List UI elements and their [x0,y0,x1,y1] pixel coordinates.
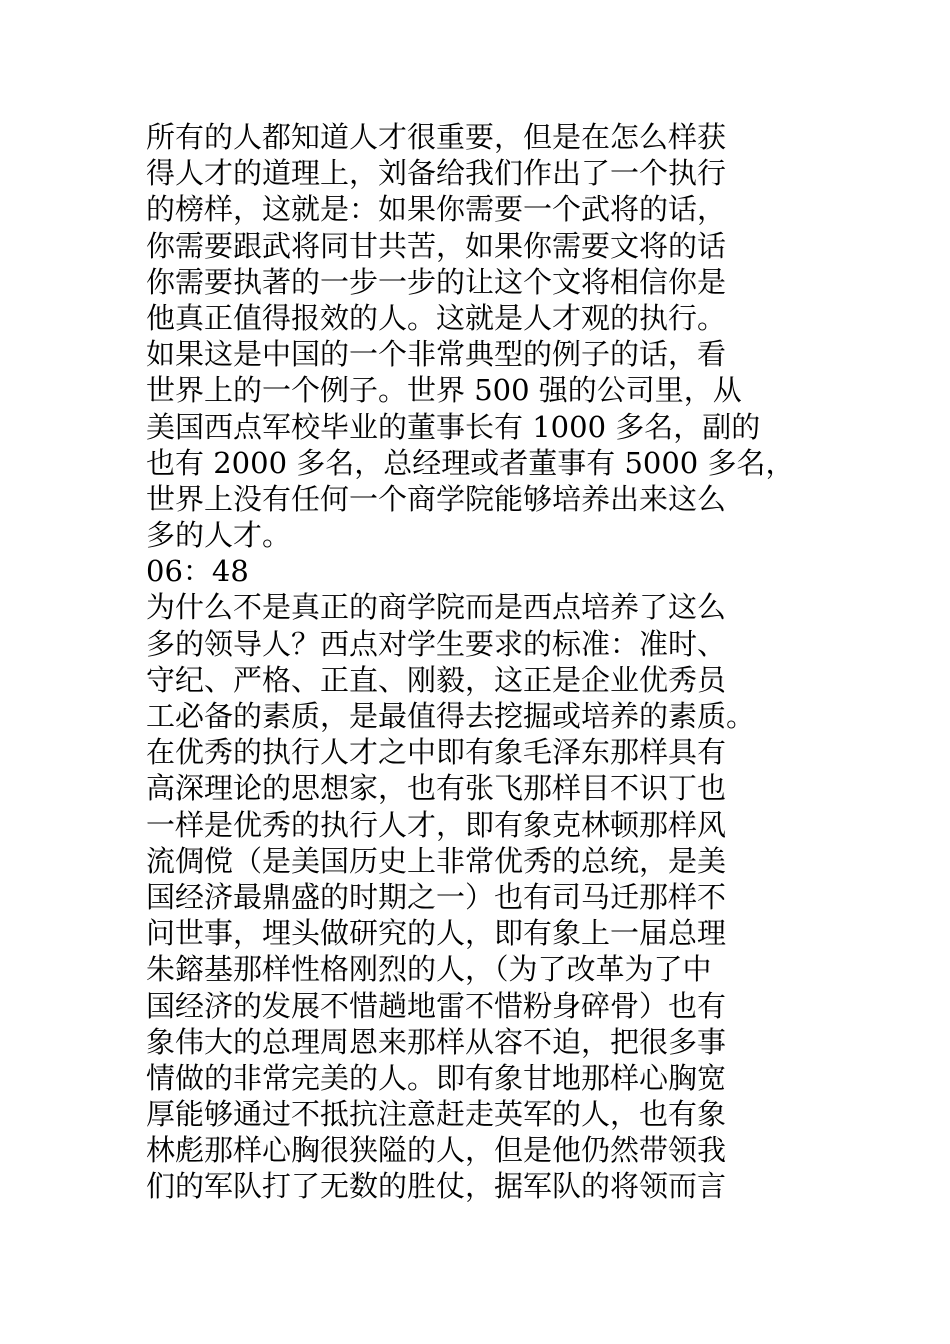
text-line: 在优秀的执行人才之中即有象毛泽东那样具有 [146,735,727,770]
text-line: 流倜傥（是美国历史上非常优秀的总统，是美 [146,843,727,878]
text-line: 工必备的素质，是最值得去挖掘或培养的素质。 [146,699,756,733]
text-line: 问世事，埋头做研究的人，即有象上一届总理 [146,916,727,951]
text-line: 朱鎔基那样性格刚烈的人，（为了改革为了中 [146,952,712,987]
text-line: 如果这是中国的一个非常典型的例子的话，看 [146,337,727,372]
text-line: 守纪、严格、正直、刚毅，这正是企业优秀员 [146,662,727,697]
text-line: 多的人才。 [146,518,292,553]
body-text [146,119,826,1205]
text-line: 多的领导人？西点对学生要求的标准：准时、 [146,626,727,661]
text-line: 为什么不是真正的商学院而是西点培养了这么 [146,590,727,625]
text-line: 国经济最鼎盛的时期之一）也有司马迁那样不 [146,879,727,914]
text-line: 你需要跟武将同甘共苦，如果你需要文将的话 [146,228,727,263]
text-line: 世界上的一个例子。世界 500 强的公司里，从 [146,373,742,408]
text-line: 也有 2000 多名，总经理或者董事有 5000 多名， [146,445,795,480]
text-line: 的榜样，这就是：如果你需要一个武将的话， [146,192,727,227]
text-line: 国经济的发展不惜趟地雷不惜粉身碎骨）也有 [146,988,727,1023]
text-line: 们的军队打了无数的胜仗，据军队的将领而言 [146,1169,727,1204]
text-line: 高深理论的思想家，也有张飞那样目不识丁也 [146,771,727,806]
text-line: 厚能够通过不抵抗注意赶走英军的人，也有象 [146,1097,727,1132]
text-line: 得人才的道理上，刘备给我们作出了一个执行 [146,156,727,191]
text-line: 世界上没有任何一个商学院能够培养出来这么 [146,481,727,516]
text-line: 情做的非常完美的人。即有象甘地那样心胸宽 [146,1060,727,1095]
text-line: 美国西点军校毕业的董事长有 1000 多名，副的 [146,409,761,444]
text-line: 林彪那样心胸很狭隘的人，但是他仍然带领我 [146,1133,727,1168]
text-line: 所有的人都知道人才很重要，但是在怎么样获 [146,120,727,154]
timestamp: 06：48 [146,554,249,589]
text-line: 你需要执著的一步一步的让这个文将相信你是 [146,264,727,299]
text-line: 他真正值得报效的人。这就是人才观的执行。 [146,300,727,335]
text-line: 一样是优秀的执行人才，即有象克林顿那样风 [146,807,727,842]
text-line: 象伟大的总理周恩来那样从容不迫，把很多事 [146,1024,727,1059]
